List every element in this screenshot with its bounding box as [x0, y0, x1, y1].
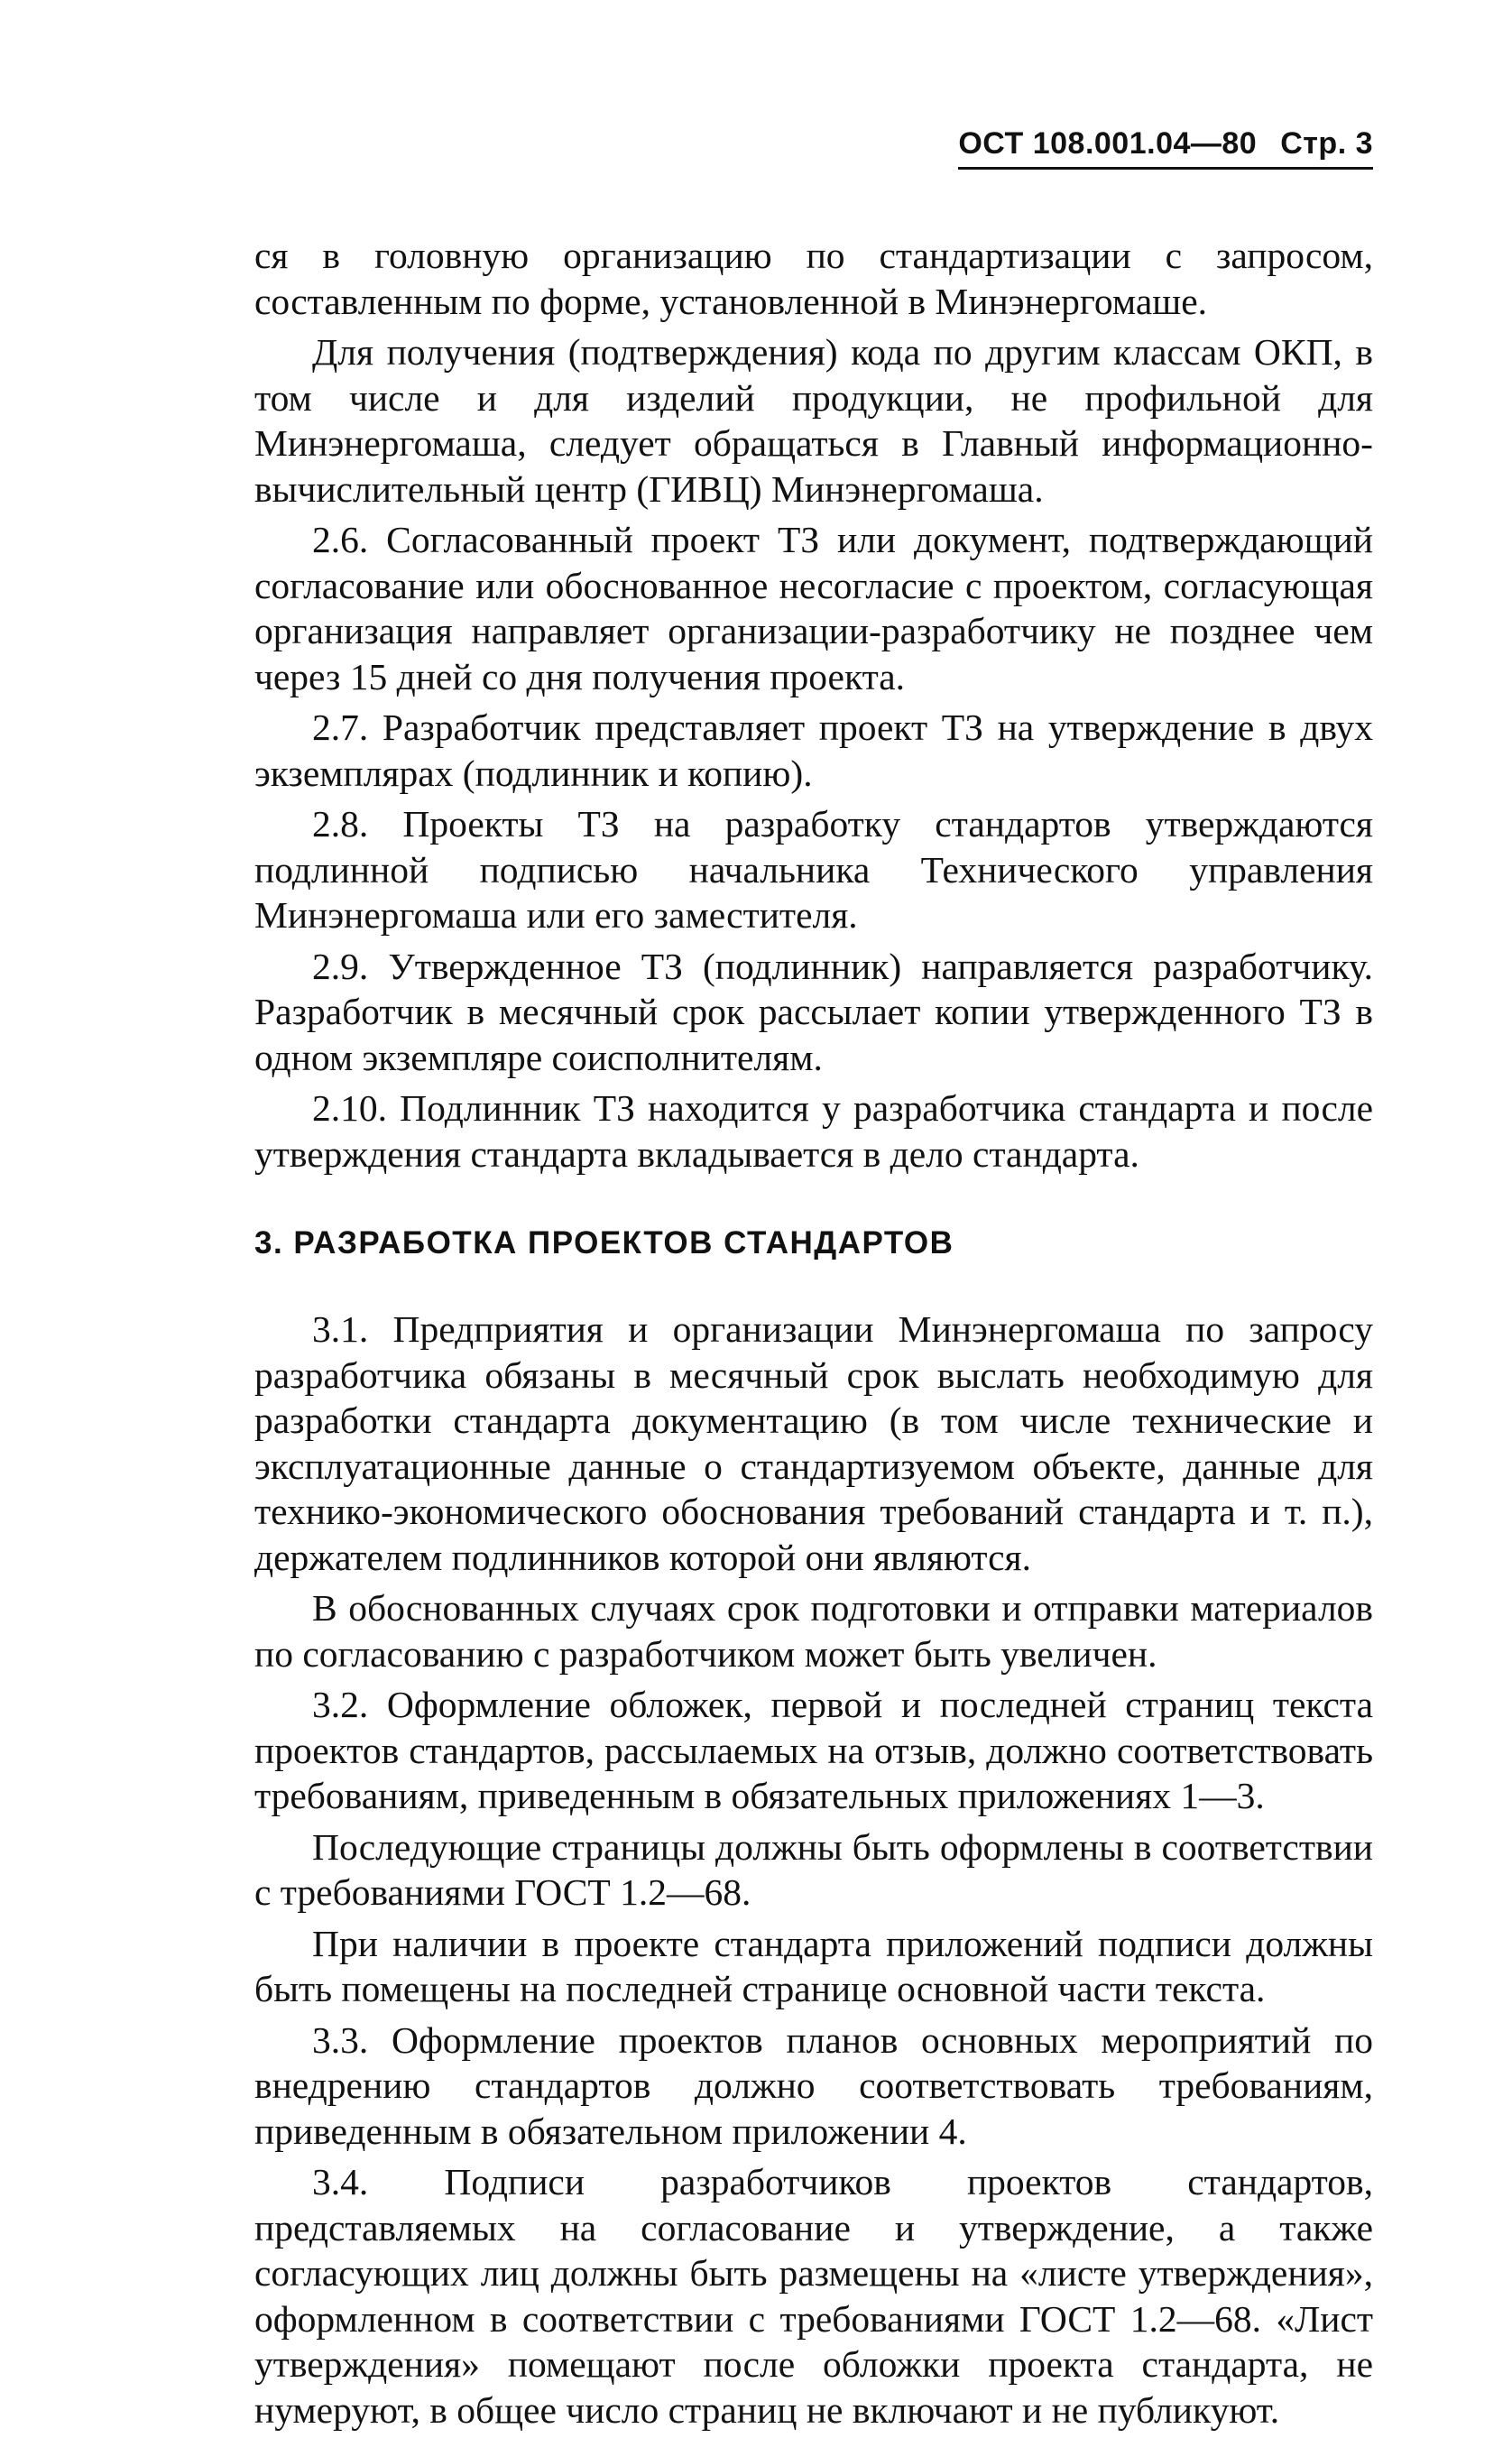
- paragraph: При наличии в проекте стандарта приложений подписи должны быть помещены на последней странице основной части текста.: [254, 1922, 1373, 2009]
- paragraph: 2.10. Подлинник ТЗ находится у разработчика стандарта и после утверждения стандарта вкладывается в дело стандарта.: [254, 1087, 1373, 1175]
- paragraph: 3.3. Оформление проектов планов основных мероприятий по внедрению стандартов должно соответствовать требованиям, приведенным в обязательном приложении 4.: [254, 2018, 1373, 2152]
- body-text: [254, 233, 1373, 2438]
- paragraph: 3.2. Оформление обложек, первой и последней страниц текста проектов стандартов, рассылаемых на отзыв, должно соответствовать требованиям, приведенным в обязательных приложениях 1—3.: [254, 1684, 1373, 1816]
- paragraph: ся в головную организацию по стандартизации с запросом, составленным по форме, установленной в Минэнергомаше.: [254, 235, 1373, 322]
- paragraph: Последующие страницы должны быть оформлены в соответствии с требованиями ГОСТ 1.2—68.: [254, 1825, 1373, 1913]
- paragraph: 2.9. Утвержденное ТЗ (подлинник) направляется разработчику. Разработчик в месячный срок рассылает копии утвержденного ТЗ в одном экземпляре соисполнителям.: [254, 945, 1373, 1078]
- paragraph: 3.1. Предприятия и организации Минэнергомаша по запросу разработчика обязаны в месячный срок выслать необходимую для разработки стандарта документацию (в том числе технические и эксплуатационные данные о стандартизуемом объекте, данные для технико-экономического обоснования требований стандарта и т. п.), держателем подлинников которой они являются.: [254, 1308, 1373, 1578]
- paragraph: 2.8. Проекты ТЗ на разработку стандартов утверждаются подлинной подписью начальника Технического управления Минэнергомаша или его заместителя.: [254, 803, 1373, 936]
- page-header: [958, 126, 1373, 170]
- paragraph: В обоснованных случаях срок подготовки и отправки материалов по согласованию с разработчиком может быть увеличен.: [254, 1587, 1373, 1675]
- paragraph: 2.7. Разработчик представляет проект ТЗ на утверждение в двух экземплярах (подлинник и копию).: [254, 706, 1373, 794]
- paragraph: 2.6. Согласованный проект ТЗ или документ, подтверждающий согласование или обоснованное несогласие с проектом, согласующая организация направляет организации-разработчику не позднее чем через 15 дней со дня получения проекта.: [254, 519, 1373, 697]
- document-code: ОСТ 108.001.04—80: [958, 126, 1258, 161]
- paragraph: 3.4. Подписи разработчиков проектов стандартов, представляемых на согласование и утверждение, а также согласующих лиц должны быть размещены на «листе утверждения», оформленном в соответствии с требованиями ГОСТ 1.2—68. «Лист утверждения» помещают после обложки проекта стандарта, не нумеруют, в общее число страниц не включают и не публикуют.: [254, 2161, 1373, 2431]
- paragraph: Для получения (подтверждения) кода по другим классам ОКП, в том числе и для изделий продукции, не профильной для Минэнергомаша, следует обращаться в Главный информационно-вычислительный центр (ГИВЦ) Минэнергомаша.: [254, 331, 1373, 510]
- section-heading: 3. РАЗРАБОТКА ПРОЕКТОВ СТАНДАРТОВ: [254, 1225, 954, 1261]
- page-number: Стр. 3: [1280, 126, 1373, 161]
